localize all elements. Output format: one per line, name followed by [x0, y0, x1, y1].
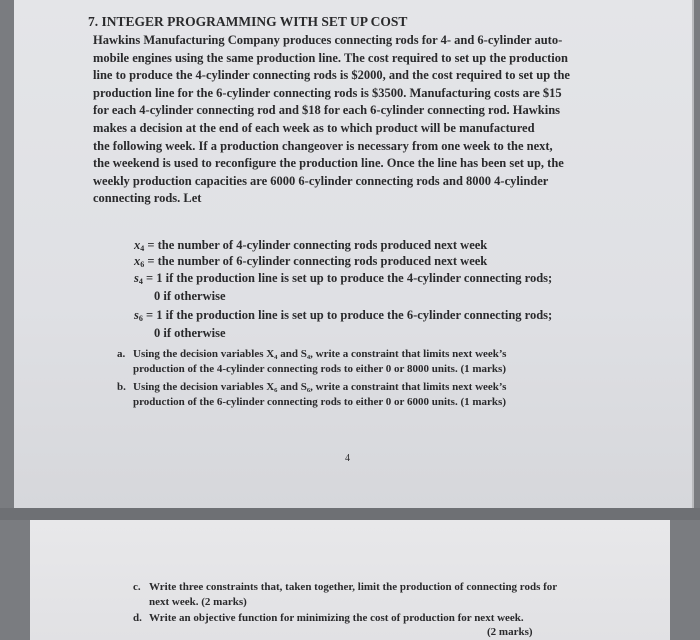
var-symbol: x	[134, 238, 141, 252]
paragraph-line: connecting rods. Let	[93, 191, 202, 206]
paragraph-line: the following week. If a production changeover is necessary from one week to the next,	[93, 138, 553, 153]
question-d	[133, 611, 524, 626]
definition-s6-otherwise: 0 if otherwise	[154, 326, 226, 340]
definition-text: = 1 if the production line is set up to produce the 6-cylinder connecting rods;	[142, 308, 553, 322]
definition-s4-otherwise: 0 if otherwise	[154, 289, 226, 303]
var-subscript: 6	[138, 314, 143, 323]
paragraph-line: for each 4-cylinder connecting rod and $18 for each 6-cylinder connecting rod. Hawkins	[93, 103, 561, 118]
problem-paragraph	[93, 32, 591, 208]
question-a	[117, 347, 506, 377]
question-line: next week. (2 marks)	[149, 596, 247, 608]
question-label: d.	[133, 612, 142, 624]
page-gap	[0, 508, 700, 520]
question-line: production of the 6-cylinder connecting rods to either 0 or 6000 units. (1 marks)	[133, 396, 506, 408]
paragraph-line: production line for the 6-cylinder connecting rods is $3500. Manufacturing costs are $15	[93, 85, 562, 100]
paragraph-line: makes a decision at the end of each week as to which product will be manufactured	[93, 120, 535, 135]
definition-text: = the number of 4-cylinder connecting rods produced next week	[144, 238, 488, 252]
question-d-marks: (2 marks)	[487, 626, 533, 638]
var-subscript: 4	[138, 277, 143, 286]
paragraph-line: Hawkins Manufacturing Company produces connecting rods for 4- and 6-cylinder auto-	[93, 33, 563, 47]
var-symbol: s	[134, 271, 139, 285]
question-line: Write three constraints that, taken together, limit the production of connecting rods for	[149, 581, 558, 593]
paragraph-line: mobile engines using the same production line. The cost required to set up the production	[93, 50, 568, 65]
question-label: c.	[133, 581, 141, 593]
question-line: Using the decision variables X₄ and S₄, write a constraint that limits next week’s	[133, 348, 507, 360]
question-b	[117, 380, 506, 410]
definition-x4	[134, 238, 487, 253]
definition-s4	[134, 271, 552, 286]
var-symbol: s	[134, 308, 139, 322]
definition-s6	[134, 308, 552, 323]
question-label: a.	[117, 348, 126, 360]
definition-text: = the number of 6-cylinder connecting rods produced next week	[144, 254, 488, 268]
definition-x6	[134, 254, 487, 269]
paragraph-line: line to produce the 4-cylinder connecting rods is $2000, and the cost required to set up the	[93, 68, 570, 83]
question-line: Using the decision variables X₆ and S₆, write a constraint that limits next week’s	[133, 381, 507, 393]
var-symbol: x	[134, 254, 141, 268]
var-subscript: 4	[140, 244, 145, 253]
paragraph-line: weekly production capacities are 6000 6-cylinder connecting rods and 8000 4-cylinder	[93, 173, 549, 188]
question-c	[133, 580, 557, 610]
question-line: production of the 4-cylinder connecting rods to either 0 or 8000 units. (1 marks)	[133, 363, 506, 375]
page-number: 4	[345, 453, 350, 464]
paragraph-line: the weekend is used to reconfigure the production line. Once the line has been set up, the	[93, 156, 564, 171]
question-line: Write an objective function for minimizing the cost of production for next week.	[149, 612, 524, 624]
problem-heading: 7. INTEGER PROGRAMMING WITH SET UP COST	[88, 14, 408, 29]
var-subscript: 6	[140, 260, 145, 269]
question-label: b.	[117, 381, 126, 393]
definition-text: = 1 if the production line is set up to produce the 4-cylinder connecting rods;	[142, 271, 553, 285]
